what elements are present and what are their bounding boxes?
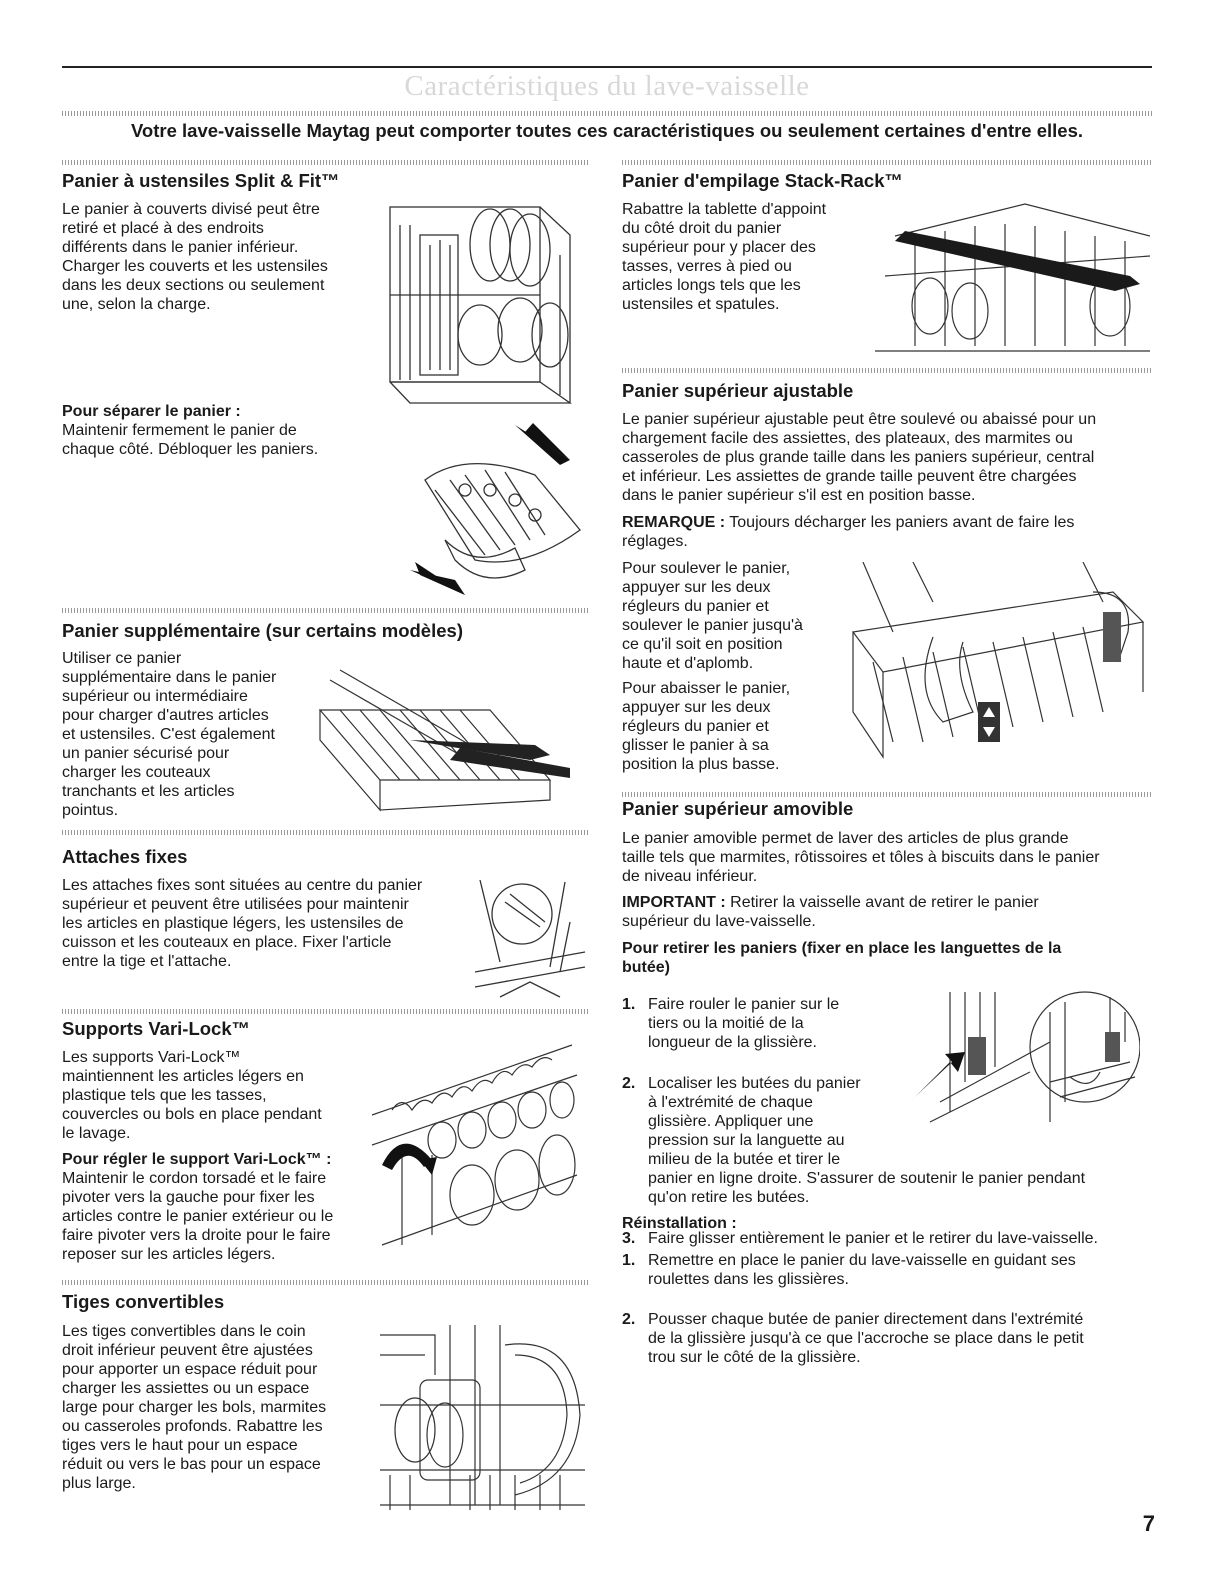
section-divider	[62, 608, 590, 613]
note-label: REMARQUE :	[622, 514, 726, 531]
split-fit-subtitle: Pour séparer le panier :	[62, 403, 241, 420]
rack-stop-illustration	[910, 982, 1140, 1132]
step-text: Remettre en place le panier du lave-vaisselle en guidant ses roulettes dans les glissières.	[648, 1252, 1076, 1288]
page-number: 7	[1142, 1511, 1155, 1536]
stack-rack-illustration	[875, 196, 1150, 356]
section-title-split-fit: Panier à ustensiles Split & Fit™	[62, 170, 340, 191]
step-number: 1.	[622, 1252, 636, 1269]
varilock-subtext: Maintenir le cordon torsadé et le faire pivoter vers la gauche pour fixer les articles contre le panier extérieur ou le faire pivoter vers la droite pour le faire reposer sur les articles légers.	[62, 1170, 334, 1263]
fixed-clips-illustration	[470, 872, 590, 1002]
list-item	[622, 1251, 1152, 1289]
tiges-text: Les tiges convertibles dans le coin droit inférieur peuvent être ajustées pour apporter un espace réduit pour charger les assiettes ou un espace large pour charger les bols, marmites ou casseroles profonds. Rabattre les tiges vers le haut pour un espace réduit ou vers le bas pour un espace plus large.	[62, 1323, 327, 1492]
amovible-text: Le panier amovible permet de laver des articles de plus grande taille tels que marmites, rôtissoires et tôles à biscuits dans le panier de niveau inférieur.	[622, 830, 1100, 885]
supplementaire-text: Utiliser ce panier supplémentaire dans le panier supérieur ou intermédiaire pour charger d'autres articles et ustensiles. C'est également un panier sécurisé pour charger les couteaux tranchants et les articles pointus.	[62, 650, 277, 819]
section-divider	[62, 160, 590, 165]
separate-basket-illustration	[405, 420, 590, 600]
section-divider	[622, 792, 1152, 797]
step-number: 2.	[622, 1075, 636, 1092]
knife-basket-illustration	[300, 650, 585, 820]
lower-basket-text: Pour abaisser le panier, appuyer sur les deux régleurs du panier et glisser le panier à sa position la plus basse.	[622, 680, 791, 773]
note-text: Toujours décharger les paniers avant de faire les réglages.	[622, 514, 1075, 550]
step-text: Faire rouler le panier sur le tiers ou la moitié de la longueur de la glissière.	[648, 996, 840, 1051]
section-title-supplementaire: Panier supplémentaire (sur certains modèles)	[62, 620, 463, 641]
step-number: 2.	[622, 1311, 636, 1328]
stack-rack-text: Rabattre la tablette d'appoint du côté droit du panier supérieur pour y placer des tasses, verres à pied ou articles longs tels que les ustensiles et spatules.	[622, 201, 827, 313]
section-divider	[622, 160, 1152, 165]
list-item	[622, 1310, 1152, 1367]
step-text: Faire glisser entièrement le panier et le retirer du lave-vaisselle.	[648, 1230, 1098, 1247]
section-divider	[62, 1009, 590, 1014]
page-subtitle: Votre lave-vaisselle Maytag peut comporter toutes ces caractéristiques ou seulement certaines d'entre elles.	[130, 120, 1084, 141]
amovible-important	[622, 893, 1152, 931]
top-rule	[62, 66, 1152, 68]
split-fit-text: Le panier à couverts divisé peut être retiré et placé à des endroits différents dans le panier inférieur. Charger les couverts et les ustensiles dans les deux sections ou seulement une, selon la charge.	[62, 201, 328, 313]
convertible-tines-illustration	[375, 1315, 590, 1515]
section-divider	[62, 1280, 590, 1285]
adjustable-rack-illustration	[833, 562, 1153, 762]
cutlery-basket-illustration	[370, 195, 585, 410]
section-title-ajustable: Panier supérieur ajustable	[622, 380, 854, 401]
split-fit-subtext: Maintenir fermement le panier de chaque côté. Débloquer les paniers.	[62, 422, 319, 458]
section-title-stack-rack: Panier d'empilage Stack-Rack™	[622, 170, 903, 191]
reinstall-title: Réinstallation :	[622, 1215, 737, 1232]
page-title: Caractéristiques du lave-vaisselle	[404, 70, 810, 102]
title-divider	[62, 111, 1152, 116]
attaches-text: Les attaches fixes sont situées au centre du panier supérieur et peuvent être utilisées pour maintenir les articles en plastique légers, les ustensiles de cuisson et les couteaux en place. Fixer l'article entre la tige et l'attache.	[62, 877, 423, 970]
section-title-attaches: Attaches fixes	[62, 846, 188, 867]
varilock-support-illustration	[362, 1035, 587, 1260]
step-number: 1.	[622, 996, 636, 1013]
important-label: IMPORTANT :	[622, 894, 726, 911]
section-title-tiges: Tiges convertibles	[62, 1291, 225, 1312]
remove-baskets-title: Pour retirer les paniers (fixer en place les languettes de la butée)	[622, 940, 1062, 976]
ajustable-text: Le panier supérieur ajustable peut être soulevé ou abaissé pour un chargement facile des assiettes, des plateaux, des marmites ou casseroles de plus grande taille dans les paniers supérieur, central et inférieur. Les assiettes de grande taille peuvent être chargées dans le panier supérieur s'il est en position basse.	[622, 411, 1097, 504]
ajustable-note	[622, 513, 1152, 551]
raise-basket-text: Pour soulever le panier, appuyer sur les deux régleurs du panier et soulever le panier jusqu'à ce qu'il soit en position haute et d'aplomb.	[622, 560, 803, 672]
section-divider	[622, 368, 1152, 373]
important-text: Retirer la vaisselle avant de retirer le panier supérieur du lave-vaisselle.	[622, 894, 1039, 930]
step-number: 3.	[622, 1230, 636, 1247]
section-divider	[62, 830, 590, 835]
varilock-text: Les supports Vari-Lock™ maintiennent les articles légers en plastique tels que les tasses, couvercles ou bols en place pendant le lavage.	[62, 1049, 322, 1142]
section-title-amovible: Panier supérieur amovible	[622, 798, 854, 819]
step-text: Localiser les butées du panier à l'extrémité de chaque glissière. Appliquer une pression sur la languette au milieu de la butée et tirer le panier en ligne droite. S'assurer de soutenir le panier pendant qu'on retire les butées.	[648, 1075, 1086, 1206]
step-text: Pousser chaque butée de panier directement dans l'extrémité de la glissière jusqu'à ce que l'accroche se place dans le petit trou sur le côté de la glissière.	[648, 1311, 1084, 1366]
reinstall-steps-list	[622, 1233, 1152, 1385]
section-title-varilock: Supports Vari-Lock™	[62, 1018, 251, 1039]
varilock-subtitle: Pour régler le support Vari-Lock™ :	[62, 1151, 332, 1168]
